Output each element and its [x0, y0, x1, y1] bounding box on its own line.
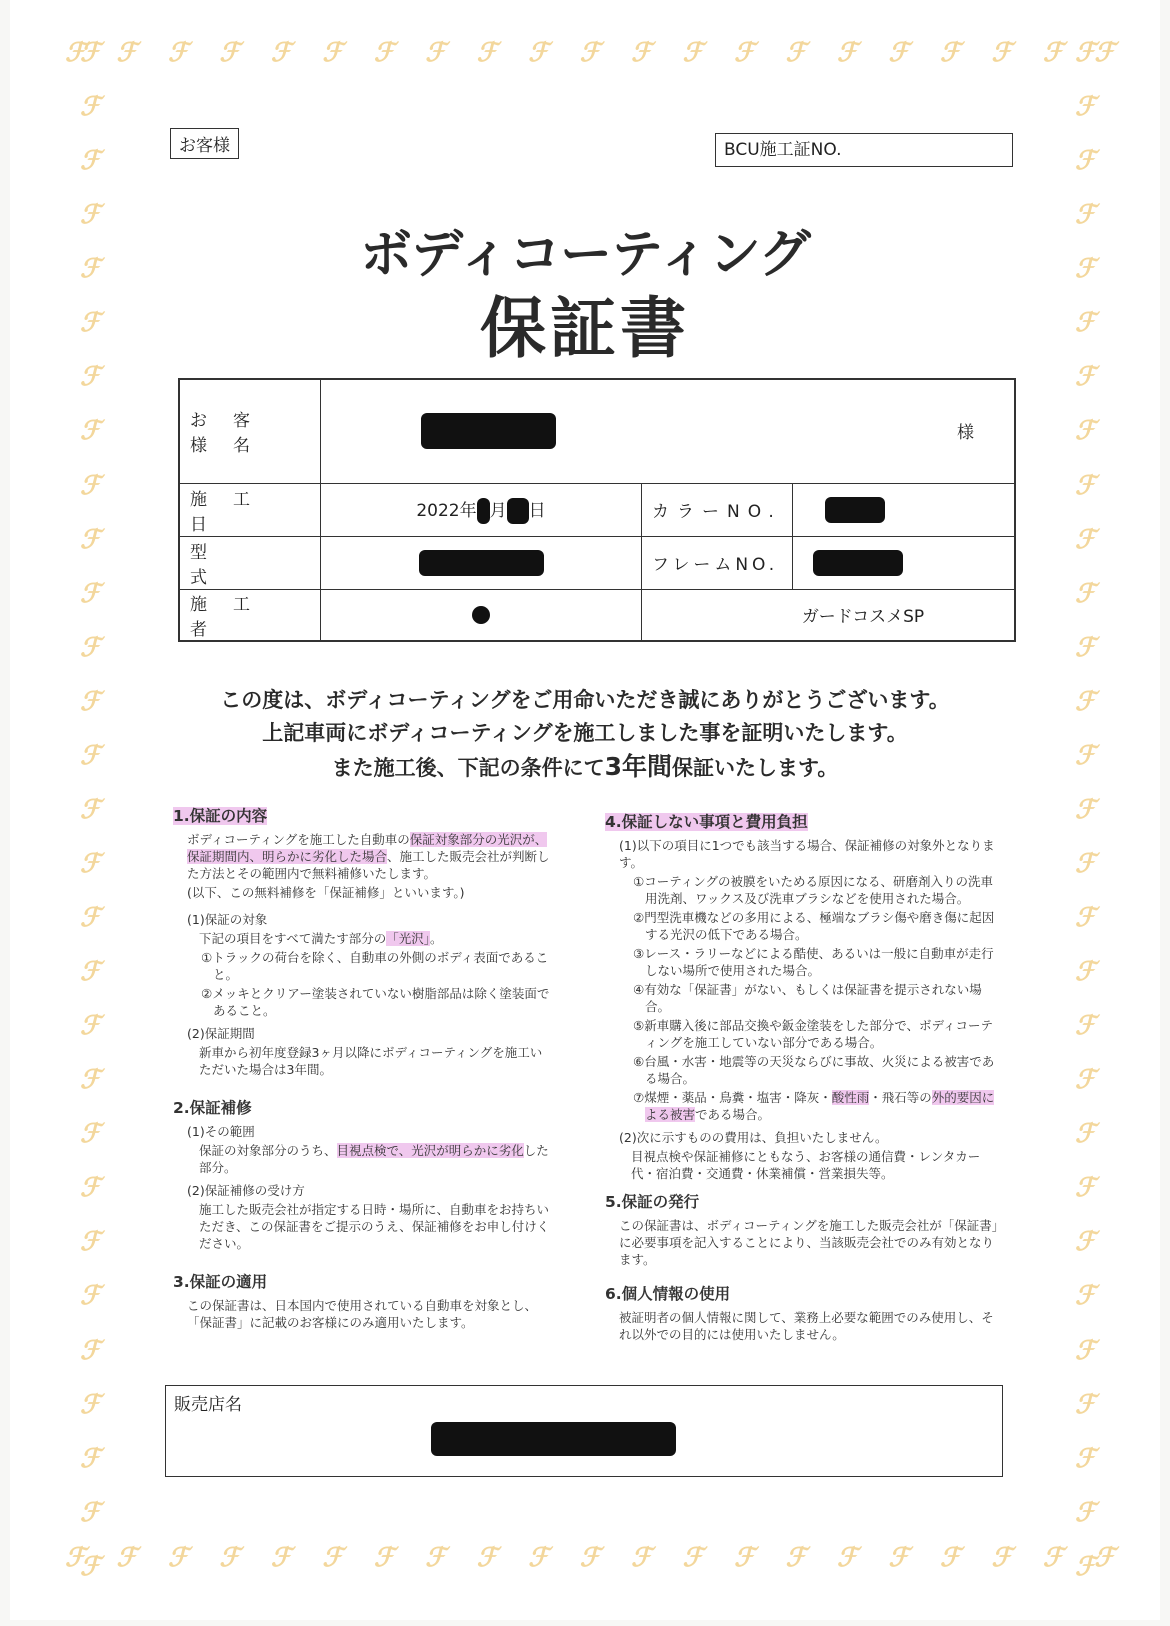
paragraph: 目視点検や保証補修にともなう、お客様の通信費・レンタカー代・宿泊費・交通費・休業補償・営業損失等。 — [631, 1149, 981, 1181]
warranty-certificate — [10, 0, 1160, 1620]
redacted-day — [507, 498, 529, 524]
intro-line-2: 上記車両にボディコーティングを施工しました事を証明いたします。 — [262, 721, 908, 745]
redacted-installer — [472, 606, 490, 624]
subheading: (1)以下の項目に1つでも該当する場合、保証補修の対象外となります。 — [619, 838, 995, 870]
subheading: (2)保証補修の受け方 — [187, 1183, 305, 1198]
section-title: 5.保証の発行 — [605, 1193, 700, 1211]
model-label: 型式 — [179, 536, 321, 589]
paragraph: 下記の項目をすべて満たす部分の「光沢」。 — [199, 931, 443, 946]
paragraph: (以下、この無料補修を「保証補修」といいます。) — [187, 885, 465, 900]
redacted-model — [419, 550, 544, 576]
shop-box — [165, 1385, 1003, 1477]
paragraph: ボディコーティングを施工した自動車の保証対象部分の光沢が、保証期間内、明らかに劣化した場合、施工した販売会社が判断した方法とその範囲内で無料補修いたします。 — [187, 832, 550, 881]
section-title: 6.個人情報の使用 — [605, 1285, 731, 1303]
installer-value — [321, 589, 642, 641]
date-value: 2022年 月 日 — [321, 483, 642, 536]
document-subtitle: 保証書 — [480, 290, 690, 367]
color-no-label: カラーNO. — [642, 483, 793, 536]
cert-no-label: BCU施工証NO. — [724, 140, 842, 160]
redacted-month — [477, 498, 490, 524]
frame-no-label: フレームNO. — [642, 536, 793, 589]
info-table — [178, 378, 1016, 642]
list-item: ⑥台風・水害・地震等の天災ならびに事故、火災による被害である場合。 — [633, 1054, 995, 1086]
list-item: ③レース・ラリーなどによる酷使、あるいは一般に自動車が走行しない場所で使用された場合。 — [633, 946, 994, 978]
color-no-value — [793, 483, 1016, 536]
list-item: ①トラックの荷台を除く、自動車の外側のボディ表面であること。 — [201, 950, 549, 982]
list-item: ②門型洗車機などの多用による、極端なブラシ傷や磨き傷に起因する光沢の低下である場合。 — [633, 910, 995, 942]
paragraph: 保証の対象部分のうち、目視点検で、光沢が明らかに劣化した部分。 — [199, 1143, 549, 1175]
intro-line-3: また施工後、下記の条件にて3年間保証いたします。 — [331, 752, 839, 781]
section-title: 3.保証の適用 — [173, 1273, 268, 1291]
product-name: ガードコスメSP — [642, 589, 1016, 641]
subheading: (2)保証期間 — [187, 1026, 255, 1041]
list-item: ①コーティングの被膜をいためる原因になる、研磨剤入りの洗車用洗剤、ワックス及び洗車ブラシなどを使用された場合。 — [633, 874, 993, 906]
border-left: ℱ ℱ ℱ ℱ ℱ ℱ ℱ ℱ ℱ ℱ ℱ ℱ ℱ ℱ ℱ ℱ ℱ ℱ ℱ ℱ ℱ ℱ ℱ ℱ ℱ ℱ ℱ ℱ ℱ — [80, 38, 101, 1582]
paragraph: 施工した販売会社が指定する日時・場所に、自動車をお持ちいただき、この保証書をご提示のうえ、保証補修をお申し付けください。 — [199, 1202, 550, 1251]
redacted-customer-name — [421, 413, 556, 449]
border-top: ℱ ℱ ℱ ℱ ℱ ℱ ℱ ℱ ℱ ℱ ℱ ℱ ℱ ℱ ℱ ℱ ℱ ℱ ℱ ℱ ℱ — [65, 38, 1115, 68]
paragraph: この保証書は、ボディコーティングを施工した販売会社が「保証書」に必要事項を記入することにより、当該販売会社でのみ有効となります。 — [619, 1218, 999, 1267]
list-item: ④有効な「保証書」がない、もしくは保証書を提示されない場合。 — [633, 982, 982, 1014]
paragraph: この保証書は、日本国内で使用されている自動車を対象とし、「保証書」に記載のお客様にのみ適用いたします。 — [187, 1298, 538, 1330]
date-label: 施工日 — [179, 483, 321, 536]
installer-label: 施工者 — [179, 589, 321, 641]
redacted-color-no — [825, 497, 885, 523]
list-item: ②メッキとクリアー塗装されていない樹脂部品は除く塗装面であること。 — [201, 986, 550, 1018]
section-title: 2.保証補修 — [173, 1099, 252, 1117]
frame-no-value — [793, 536, 1016, 589]
model-value — [321, 536, 642, 589]
customer-name-value — [321, 379, 1016, 483]
customer-name-label: お客様名 — [179, 379, 321, 483]
border-right: ℱ ℱ ℱ ℱ ℱ ℱ ℱ ℱ ℱ ℱ ℱ ℱ ℱ ℱ ℱ ℱ ℱ ℱ ℱ ℱ ℱ ℱ ℱ ℱ ℱ ℱ ℱ ℱ ℱ — [1075, 38, 1096, 1582]
subheading: (2)次に示すものの費用は、負担いたしません。 — [619, 1130, 888, 1145]
intro-line-1: この度は、ボディコーティングをご用命いただき誠にありがとうございます。 — [220, 688, 950, 712]
border-bottom: ℱ ℱ ℱ ℱ ℱ ℱ ℱ ℱ ℱ ℱ ℱ ℱ ℱ ℱ ℱ ℱ ℱ ℱ ℱ ℱ ℱ — [65, 1543, 1115, 1573]
intro-text — [10, 684, 1160, 785]
paragraph: 新車から初年度登録3ヶ月以降にボディコーティングを施工いただいた場合は3年間。 — [199, 1045, 543, 1077]
list-item: ⑦煤煙・薬品・鳥糞・塩害・降灰・酸性雨・飛石等の外的要因による被害である場合。 — [633, 1090, 995, 1122]
cert-no-box — [715, 133, 1013, 167]
warranty-period: 3年間 — [604, 752, 673, 781]
left-column — [173, 808, 553, 1333]
shop-label: 販売店名 — [174, 1395, 242, 1415]
customer-copy-label: お客様 — [170, 128, 239, 159]
section-title: 4.保証しない事項と費用負担 — [605, 813, 808, 831]
subheading: (1)保証の対象 — [187, 912, 268, 927]
redacted-frame-no — [813, 550, 903, 576]
honorific: 様 — [957, 423, 974, 443]
list-item: ⑤新車購入後に部品交換や鈑金塗装をした部分で、ボディコーティングを施工していない部分である場合。 — [633, 1018, 993, 1050]
subheading: (1)その範囲 — [187, 1124, 255, 1139]
section-title: 1.保証の内容 — [173, 807, 268, 825]
right-column — [605, 814, 1000, 1345]
document-title: ボディコーティング — [360, 225, 810, 285]
redacted-shop-name — [431, 1422, 676, 1456]
paragraph: 被証明者の個人情報に関して、業務上必要な範囲でのみ使用し、それ以外での目的には使用いたしません。 — [619, 1310, 994, 1342]
